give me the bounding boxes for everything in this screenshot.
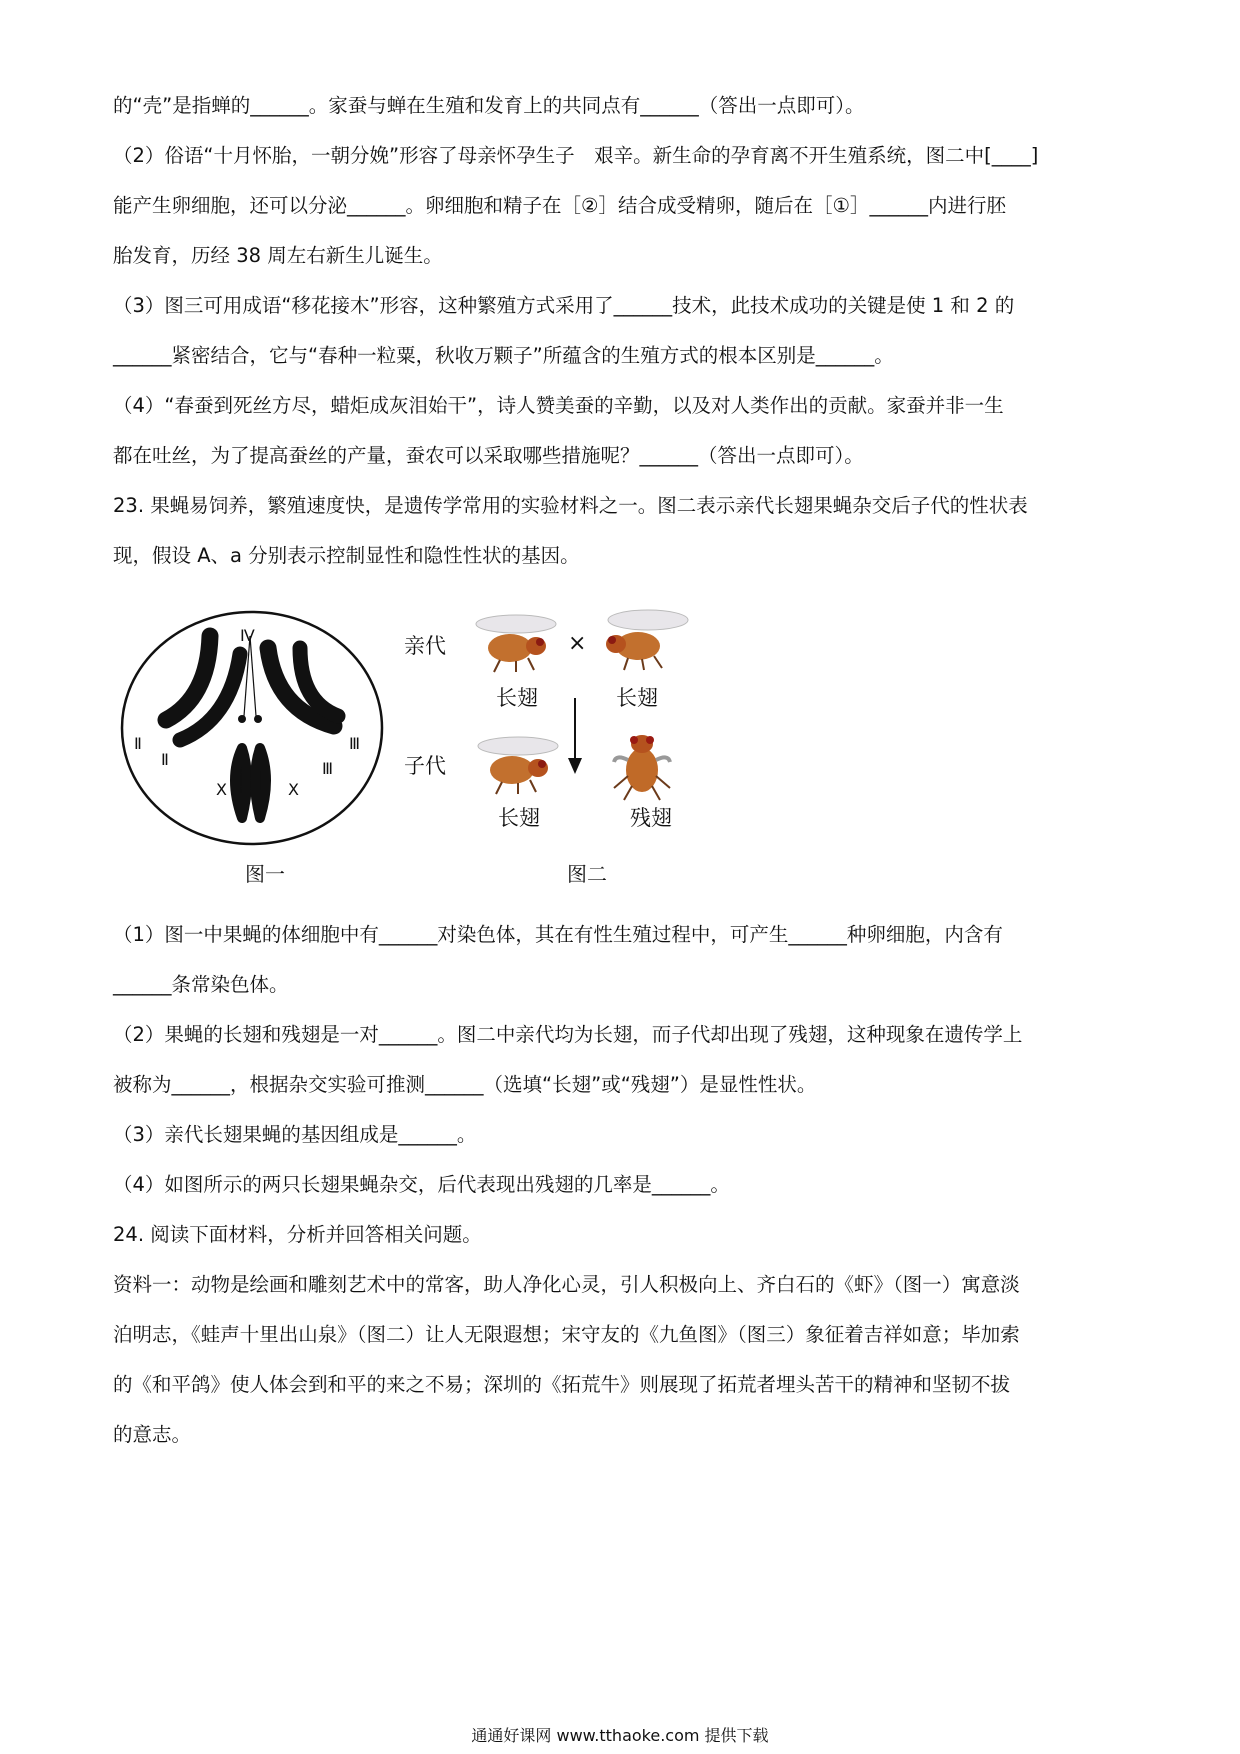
paragraph-line: 被称为______，根据杂交实验可推测______（选填“长翅”或“残翅”）是显性性状。 (113, 1073, 817, 1096)
paragraph-line: 的《和平鸽》使人体会到和平的来之不易；深圳的《拓荒牛》则展现了拓荒者埋头苦干的精神和坚韧不拔 (113, 1373, 1011, 1396)
label-ii-outer: Ⅱ (134, 734, 142, 753)
figure1-caption: 图一 (245, 862, 285, 886)
label-x-right: X (288, 780, 299, 799)
label-iii-outer: Ⅲ (349, 734, 361, 753)
paragraph-line: 的意志。 (113, 1423, 192, 1446)
paragraph-line: 的“壳”是指蝉的______。家蚕与蝉在生殖和发育上的共同点有______（答出一点即可）。 (113, 94, 865, 117)
arrow-down-icon (566, 696, 584, 776)
paragraph-line: （3）图三可用成语“移花接木”形容，这种繁殖方式采用了______技术，此技术成功的关键是使 1 和 2 的 (113, 294, 1015, 317)
page-footer: 通通好课网 www.tthaoke.com 提供下载 (471, 1726, 769, 1745)
parent-right-trait: 长翅 (616, 686, 658, 710)
paragraph-line: （2）果蝇的长翅和残翅是一对______。图二中亲代均为长翅，而子代却出现了残翅，这种现象在遗传学上 (113, 1023, 1023, 1046)
cross-symbol: × (568, 631, 587, 656)
chromosome-ii-outer (166, 636, 210, 720)
chromosome-iv-left (238, 715, 246, 723)
paragraph-line: 泊明志，《蛙声十里出山泉》（图二）让人无限遐想；宋守友的《九鱼图》（图三）象征着吉祥如意；毕加索 (113, 1323, 1020, 1346)
parent-left-trait: 长翅 (496, 686, 538, 710)
offspring-generation-label: 子代 (404, 754, 446, 778)
child-left-trait: 长翅 (498, 806, 540, 830)
question-23-line: 23. 果蝇易饲养，繁殖速度快，是遗传学常用的实验材料之一。图二表示亲代长翅果蝇杂交后子代的性状表 (113, 494, 1028, 517)
label-iv: Ⅳ (240, 626, 255, 645)
chromosome-iv-right (254, 715, 262, 723)
paragraph-line: （1）图一中果蝇的体细胞中有______对染色体，其在有性生殖过程中，可产生______种卵细胞，内含有 (113, 923, 1003, 946)
label-iii-inner: Ⅲ (322, 759, 334, 778)
paragraph-line: （2）俗语“十月怀胎，一朝分娩”形容了母亲怀孕生子 艰辛。新生命的孕育离不开生殖系统，图二中[____] (113, 144, 1039, 167)
paragraph-line: 资料一：动物是绘画和雕刻艺术中的常客，助人净化心灵，引人积极向上、齐白石的《虾》（图一）寓意淡 (113, 1273, 1020, 1296)
chromosome-x-right (255, 748, 266, 818)
fly-long-wing-icon (596, 606, 692, 672)
chromosome-x-left (235, 748, 247, 818)
paragraph-line: ______条常染色体。 (113, 973, 289, 996)
paragraph-line: 能产生卵细胞，还可以分泌______。卵细胞和精子在［②］结合成受精卵，随后在［①］______内进行胚 (113, 194, 1006, 217)
question-24-line: 24. 阅读下面材料，分析并回答相关问题。 (113, 1223, 482, 1246)
paragraph-line: （3）亲代长翅果蝇的基因组成是______。 (113, 1123, 477, 1146)
paragraph-line: ______紧密结合，它与“春种一粒粟，秋收万颗子”所蕴含的生殖方式的根本区别是______。 (113, 344, 894, 367)
paragraph-line: （4）“春蚕到死丝方尽，蜡炬成灰泪始干”，诗人赞美蚕的辛勤，以及对人类作出的贡献。家蚕并非一生 (113, 394, 1004, 417)
label-ii-inner: Ⅱ (161, 750, 169, 769)
fly-vestigial-wing-icon (606, 726, 678, 802)
label-x-left: X (216, 780, 227, 799)
paragraph-line: 都在吐丝，为了提高蚕丝的产量，蚕农可以采取哪些措施呢？______（答出一点即可）。 (113, 444, 864, 467)
parent-generation-label: 亲代 (404, 634, 446, 658)
paragraph-line: 现，假设 A、a 分别表示控制显性和隐性性状的基因。 (113, 544, 580, 567)
fly-long-wing-icon (470, 612, 560, 674)
figure2-caption: 图二 (567, 862, 607, 886)
child-right-trait: 残翅 (630, 806, 672, 830)
paragraph-line: 胎发育，历经 38 周左右新生儿诞生。 (113, 244, 443, 267)
paragraph-line: （4）如图所示的两只长翅果蝇杂交，后代表现出残翅的几率是______。 (113, 1173, 730, 1196)
fly-long-wing-icon (472, 734, 562, 796)
